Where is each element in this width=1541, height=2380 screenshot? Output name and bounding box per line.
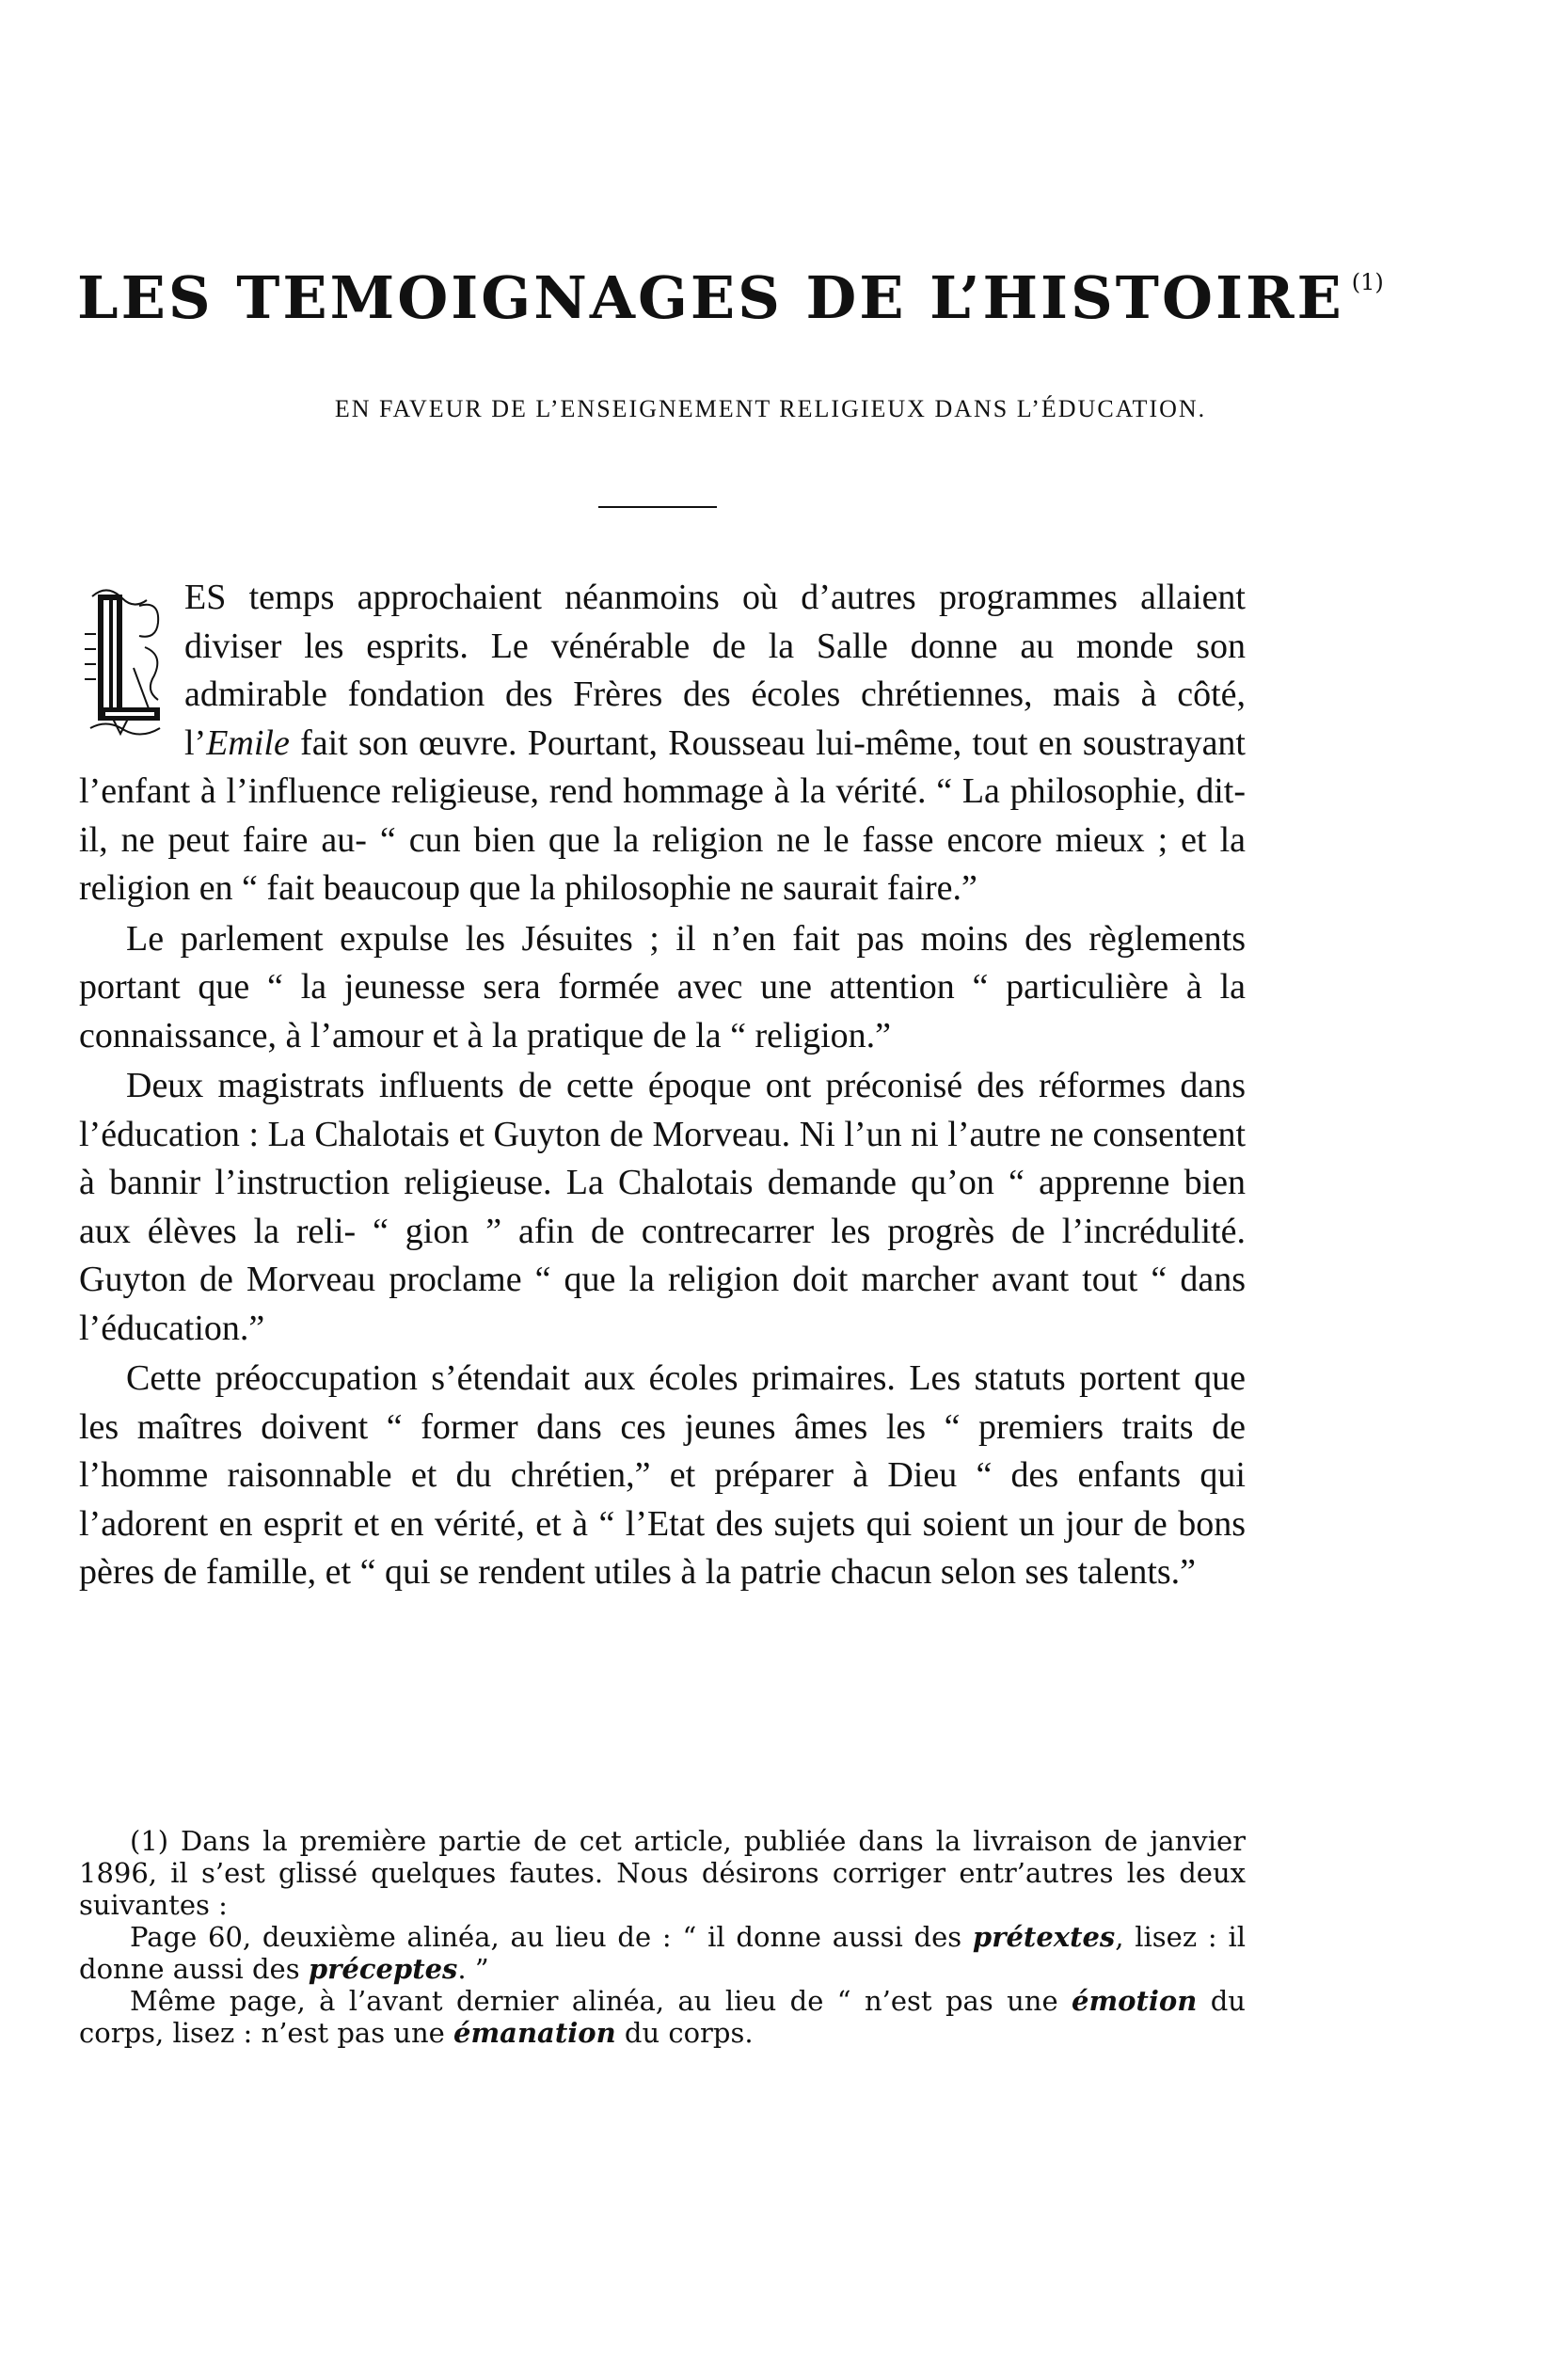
fn2-text-a: Page 60, deuxième alinéa, au lieu de : “ il donne aussi des — [130, 1921, 973, 1953]
fn2-emph-1: prétextes — [972, 1921, 1116, 1953]
paragraph-1-text-a: ES temps approchaient néanmoins où d’autres programmes allaient diviser les esprits. Le vénérable de la Salle donne au monde son admirable fondation des Frères des écoles chrétiennes, mais à côté, l’ — [184, 578, 1246, 763]
fn3-emph-1: émotion — [1072, 1985, 1198, 2017]
section-divider — [598, 506, 717, 508]
article-subtitle: EN FAVEUR DE L’ENSEIGNEMENT RELIGIEUX DANS L’ÉDUCATION. — [334, 395, 1207, 422]
footnote-1: (1) Dans la première partie de cet article, publiée dans la livraison de janvier 1896, il s’est glissé quelques fautes. Nous désirons corriger entr’autres les deux suivantes : — [79, 1825, 1246, 1921]
fn2-text-b: , lisez : il donne aussi des — [79, 1921, 1247, 1985]
paragraph-4: Cette préoccupation s’étendait aux écoles primaires. Les statuts portent que les maîtres doivent “ former dans ces jeunes âmes les “ premiers traits de l’homme raisonnable et du chrétien,” et préparer à Dieu “ des enfants qui l’adorent en esprit et en vérité, et à “ l’Etat des sujets qui soient un jour de bons pères de famille, et “ qui se rendent utiles à la patrie chacun selon ses talents.” — [79, 1358, 1246, 1592]
fn3-emph-2: émanation — [453, 2017, 616, 2049]
footnote-block — [79, 1825, 1246, 2049]
fn3-text-c: du corps. — [615, 2017, 754, 2049]
article-body — [79, 574, 1246, 1597]
fn3-text-b: du corps, lisez : n’est pas une — [79, 1985, 1246, 2049]
article-title — [77, 263, 1470, 332]
paragraph-1 — [79, 574, 1246, 913]
paragraph-3: Deux magistrats influents de cette époque ont préconisé des réformes dans l’éducation : La Chalotais et Guyton de Morveau. Ni l’un ni l’autre ne consentent à bannir l’instruction religieuse. La Chalotais demande qu’on “ apprenne bien aux élèves la reli- “ gion ” afin de contrecarrer les progrès de l’incrédulité. Guyton de Morveau proclame “ que la religion doit marcher avant tout “ dans l’éducation.” — [79, 1066, 1246, 1348]
emile-title: Emile — [206, 722, 290, 763]
paragraph-2: Le parlement expulse les Jésuites ; il n’en fait pas moins des règlements portant que “ la jeunesse sera formée avec une attention “ particulière à la connaissance, à l’amour et à la pratique de la “ religion.” — [79, 918, 1246, 1055]
fn3-text-a: Même page, à l’avant dernier alinéa, au lieu de “ n’est pas une — [130, 1985, 1072, 2017]
footnote-correction-2 — [79, 1985, 1246, 2049]
title-footnote-marker: (1) — [1351, 269, 1384, 295]
paragraph-1-text-b: fait son œuvre. Pourtant, Rousseau lui-même, tout en soustrayant l’enfant à l’influence religieuse, rend hommage à la vérité. “ La philosophie, dit-il, ne peut faire au- “ cun bien que la religion ne le fasse encore mieux ; et la religion en “ fait beaucoup que la philosophie ne saurait faire.” — [79, 722, 1246, 908]
title-text: LES TEMOIGNAGES DE L’HISTOIRE — [77, 263, 1344, 332]
ornamental-dropcap-icon — [79, 578, 171, 745]
footnote-correction-1 — [79, 1921, 1246, 1985]
fn2-text-c: . ” — [457, 1953, 489, 1985]
fn2-emph-2: préceptes — [308, 1953, 458, 1985]
